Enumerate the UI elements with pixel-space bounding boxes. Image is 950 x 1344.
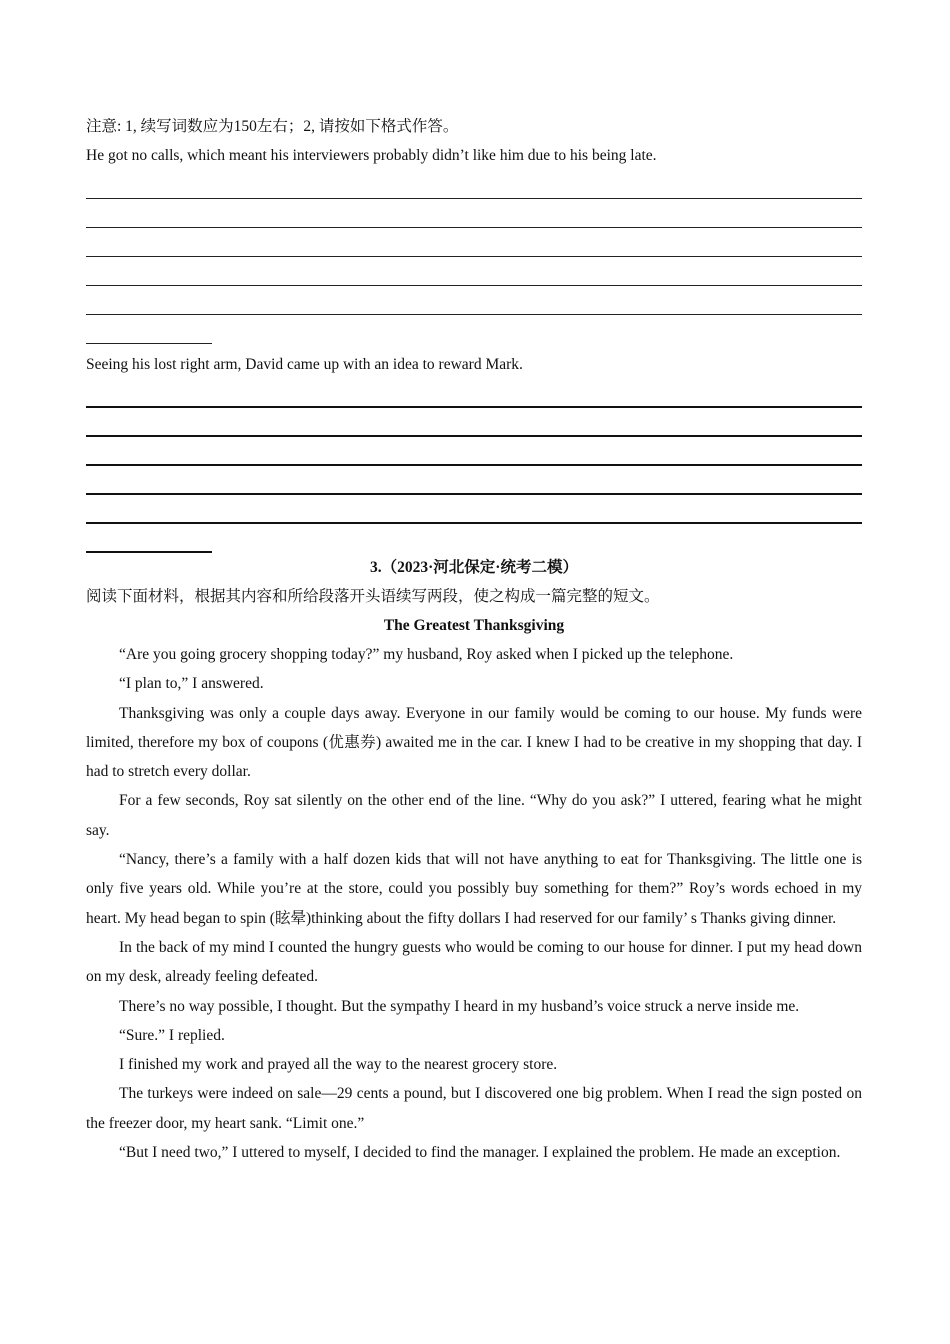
paragraph: Thanksgiving was only a couple days away. Everyone in our family would be coming to our house. My funds were limited, therefore my box of coupons (优惠券) awaited me in the car. I knew I had to be creative in my shopping that day. I had to stretch every dollar. [86,704,862,781]
word-count-notice: 注意: 1, 续写词数应为150左右；2, 请按如下格式作答。 [86,118,459,135]
section1-answer-lines [86,170,862,344]
paragraph: I finished my work and prayed all the way to the nearest grocery store. [119,1056,558,1074]
paragraph: “But I need two,” I uttered to myself, I decided to find the manager. I explained the problem. He made an exception. [119,1144,841,1162]
section2-answer-lines [86,379,862,553]
answer-line[interactable] [86,495,862,524]
paragraph: For a few seconds, Roy sat silently on the other end of the line. “Why do you ask?” I uttered, fearing what he might say. [86,792,862,839]
answer-line-short[interactable] [86,315,212,344]
answer-line[interactable] [86,170,862,199]
paragraph: “Nancy, there’s a family with a half dozen kids that will not have anything to eat for Thanksgiving. The little one is only five years old. While you’re at the store, could you possibly buy something for them?” Roy’s words echoed in my heart. My head began to spin (眩晕)thinking about the fifty dollars I had reserved for our family’ s Thanks giving dinner. [86,851,862,927]
answer-line[interactable] [86,466,862,495]
passage-title: The Greatest Thanksgiving [383,617,565,634]
paragraph: There’s no way possible, I thought. But the sympathy I heard in my husband’s voice struck a nerve inside me. [119,997,800,1015]
question-instruction: 阅读下面材料，根据其内容和所给段落开头语续写两段，使之构成一篇完整的短文。 [86,588,660,605]
passage-body [86,640,862,1167]
document-page [86,112,862,1167]
section2-prompt: Seeing his lost right arm, David came up with an idea to reward Mark. [86,356,523,373]
answer-line[interactable] [86,199,862,228]
answer-line[interactable] [86,286,862,315]
question-heading: 3.（2023·河北保定·统考二模） [370,559,578,576]
answer-line[interactable] [86,379,862,408]
section1-prompt: He got no calls, which meant his interviewers probably didn’t like him due to his being late. [86,147,657,164]
answer-line[interactable] [86,228,862,257]
paragraph: “Are you going grocery shopping today?” my husband, Roy asked when I picked up the telephone. [119,646,734,663]
paragraph: “I plan to,” I answered. [119,675,264,693]
answer-line[interactable] [86,437,862,466]
paragraph: In the back of my mind I counted the hungry guests who would be coming to our house for dinner. I put my head down on my desk, already feeling defeated. [86,938,862,986]
answer-line[interactable] [86,257,862,286]
paragraph: “Sure.” I replied. [119,1026,225,1044]
paragraph: The turkeys were indeed on sale—29 cents a pound, but I discovered one big problem. When I read the sign posted on the freezer door, my heart sank. “Limit one.” [86,1085,862,1132]
answer-line-short[interactable] [86,524,212,553]
answer-line[interactable] [86,408,862,437]
